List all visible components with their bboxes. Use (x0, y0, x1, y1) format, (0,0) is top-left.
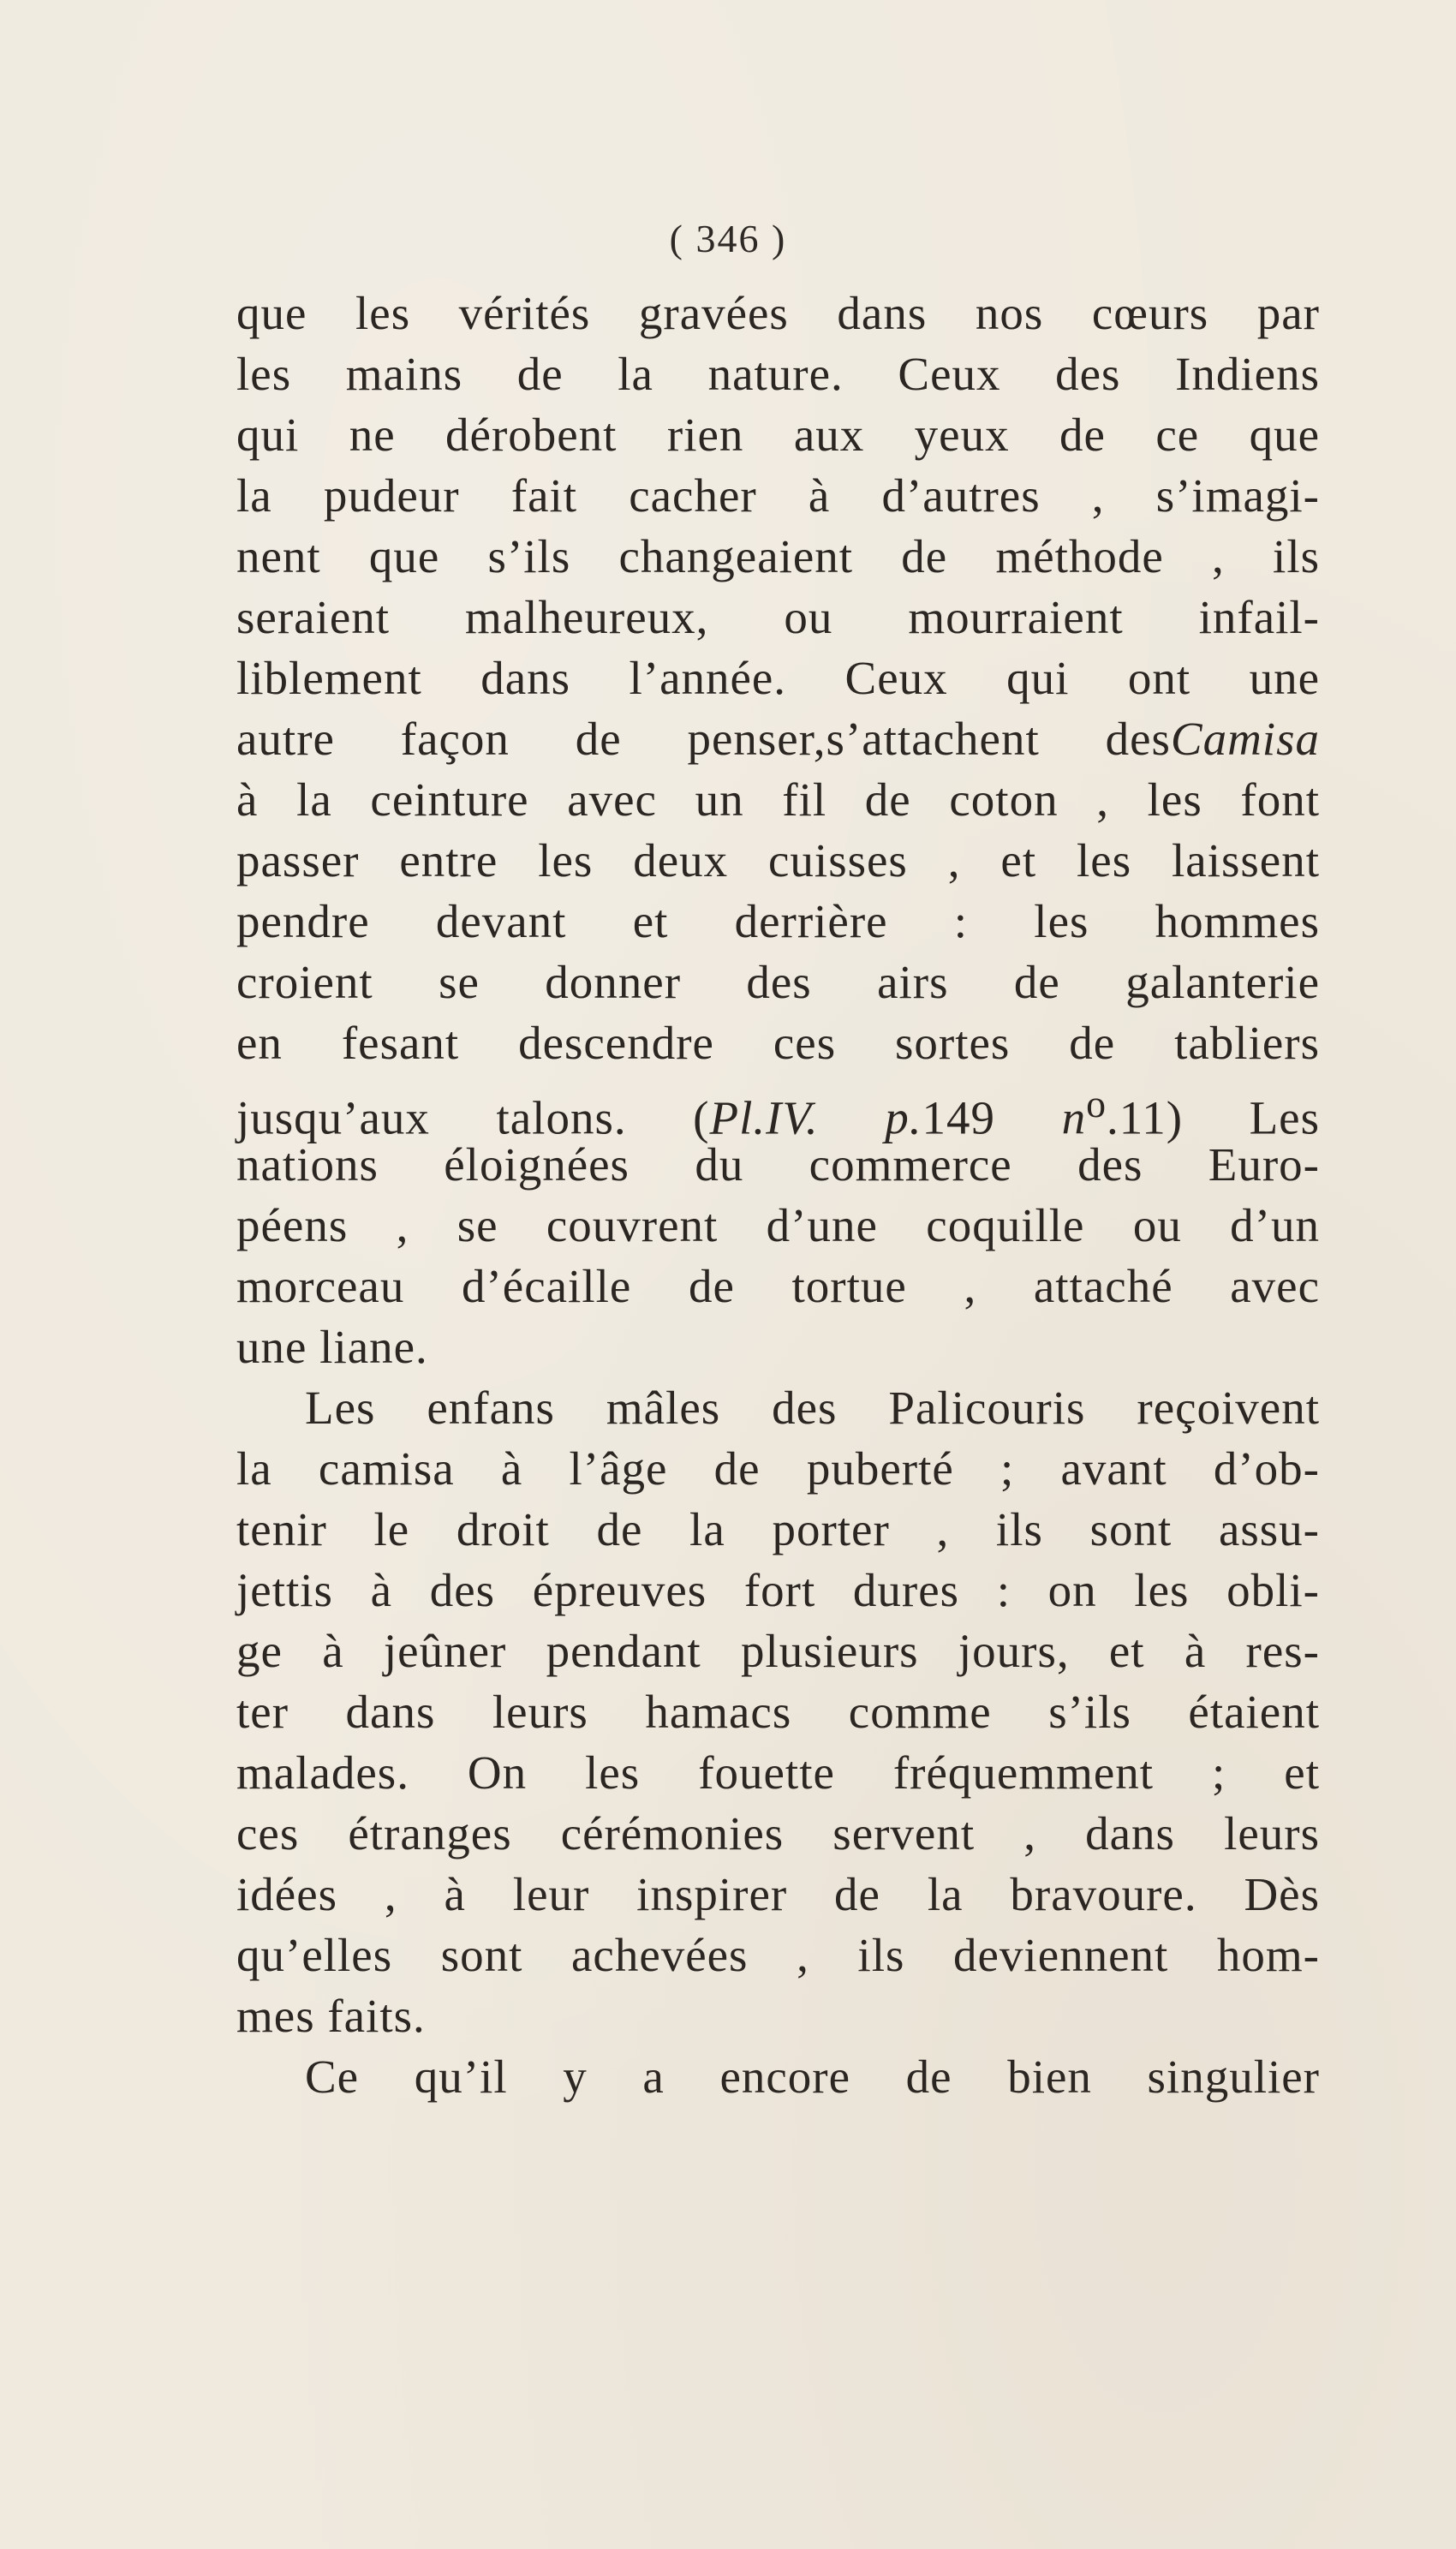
italic-term-camisa: Camisa (1170, 713, 1320, 765)
body-text (236, 283, 1320, 2107)
text-line: qu’elles sont achevées , ils deviennent hom- (236, 1929, 1320, 1981)
plate-reference: Pl.IV. p. (709, 1091, 922, 1144)
plate-figure-n: n (1061, 1091, 1087, 1144)
text-line: liblement dans l’année. Ceux qui ont une (236, 652, 1320, 704)
text-line: croient se donner des airs de galanterie (236, 956, 1320, 1008)
text-line: jettis à des épreuves fort dures : on les obli- (236, 1564, 1320, 1616)
text-line: une liane. (236, 1321, 428, 1373)
text-line: à la ceinture avec un fil de coton , les font (236, 773, 1320, 826)
text-line: la pudeur fait cacher à d’autres , s’imagi- (236, 469, 1320, 522)
text-fragment: autre façon de penser,s’attachent des (236, 713, 1171, 765)
text-fragment: Les (1249, 1091, 1320, 1144)
text-line (236, 1073, 1320, 1144)
text-line: qui ne dérobent rien aux yeux de ce que (236, 409, 1320, 461)
text-line: passer entre les deux cuisses , et les laissent (236, 834, 1320, 886)
text-line: péens , se couvrent d’une coquille ou d’un (236, 1199, 1320, 1251)
text-line: ces étranges cérémonies servent , dans leurs (236, 1807, 1320, 1860)
text-fragment: jusqu’aux talons. ( (236, 1091, 710, 1144)
plate-page-number: 149 (922, 1091, 995, 1144)
page-number: ( 346 ) (669, 217, 787, 260)
plate-figure-number: .11) (1106, 1091, 1184, 1144)
text-line: les mains de la nature. Ceux des Indiens (236, 348, 1320, 400)
text-line: mes faits. (236, 1990, 426, 2042)
text-line: Ce qu’il y a encore de bien singulier (305, 2051, 1320, 2103)
text-line: ge à jeûner pendant plusieurs jours, et à res- (236, 1625, 1320, 1677)
text-line: pendre devant et derrière : les hommes (236, 895, 1320, 947)
text-line: morceau d’écaille de tortue , attaché avec (236, 1260, 1320, 1312)
text-line: nent que s’ils changeaient de méthode , ils (236, 530, 1320, 582)
text-line: nations éloignées du commerce des Euro- (236, 1138, 1320, 1191)
text-line: ter dans leurs hamacs comme s’ils étaient (236, 1686, 1320, 1738)
text-line: en fesant descendre ces sortes de tabliers (236, 1017, 1320, 1069)
text-line: seraient malheureux, ou mourraient infail- (236, 591, 1320, 643)
text-line (236, 708, 1320, 769)
text-line: tenir le droit de la porter , ils sont assu- (236, 1503, 1320, 1555)
text-line: malades. On les fouette fréquemment ; et (236, 1746, 1320, 1799)
plate-figure-sup: o (1086, 1082, 1107, 1125)
text-line: idées , à leur inspirer de la bravoure. Dès (236, 1868, 1320, 1920)
text-line: Les enfans mâles des Palicouris reçoivent (305, 1382, 1320, 1434)
text-line: que les vérités gravées dans nos cœurs par (236, 287, 1320, 339)
text-line: la camisa à l’âge de puberté ; avant d’ob- (236, 1442, 1320, 1495)
